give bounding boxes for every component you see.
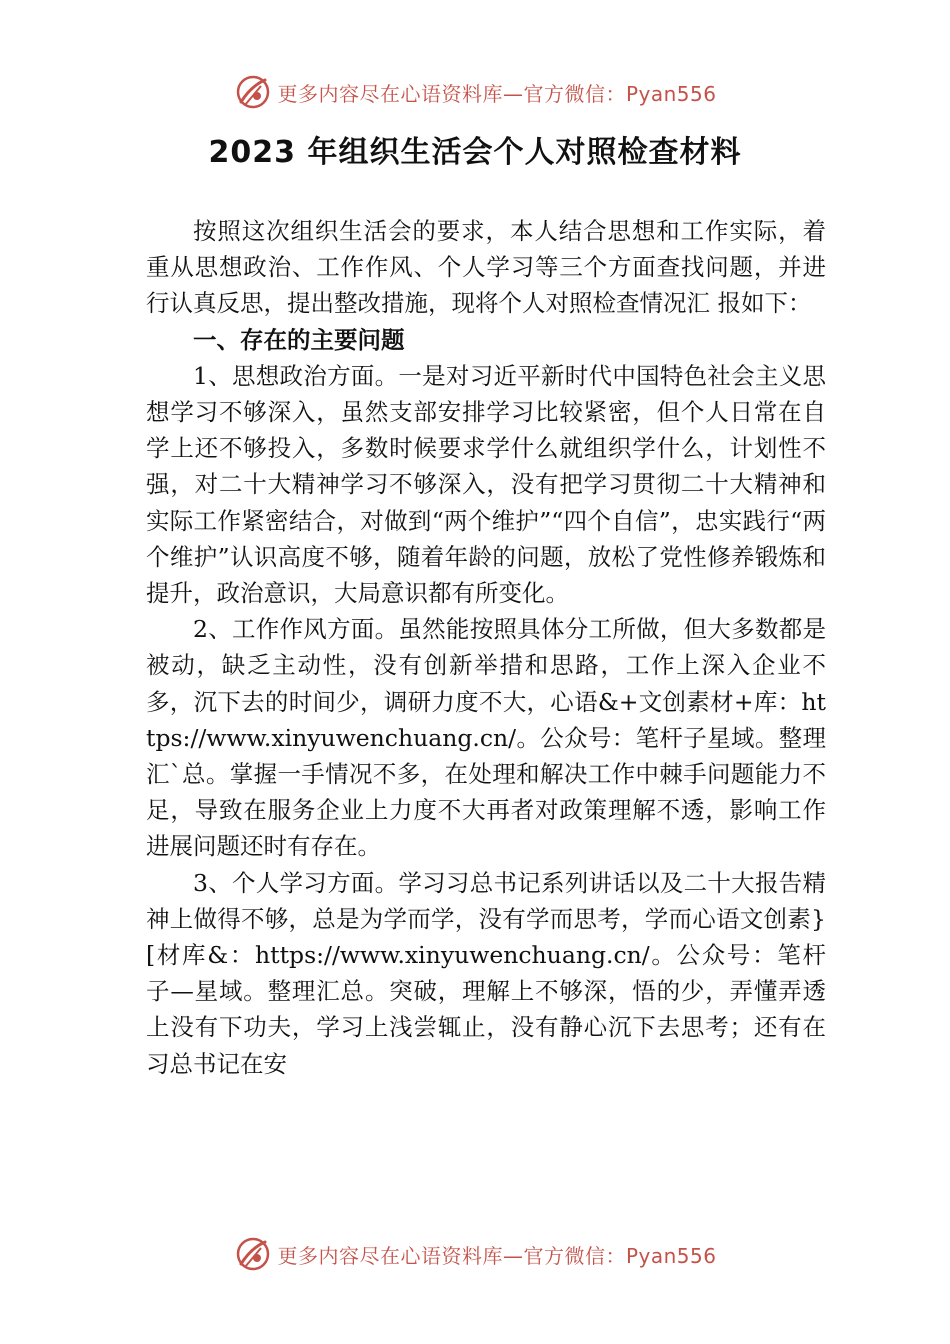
watermark-banner-top (0, 70, 950, 114)
paragraph-work-style: 2、工作作风方面。虽然能按照具体分工所做，但大多数都是被动，缺乏主动性，没有创新举措和思路，工作上深入企业不多，沉下去的时间少，调研力度不大，心语&+文创素材+库：https://www.xinyuwenchuang.cn/。公众号：笔杆子星域。整理汇`总。掌握一手情况不多，在处理和解决工作中棘手问题能力不足，导致在服务企业上力度不大再者对政策理解不透，影响工作进展问题还时有存在。 (146, 615, 826, 861)
paragraph-political: 1、思想政治方面。一是对习近平新时代中国特色社会主义思想学习不够深入，虽然支部安排学习比较紧密，但个人日常在自学上还不够投入，多数时候要求学什么就组织学什么，计划性不强，对二十大精神学习不够深入，没有把学习贯彻二十大精神和实际工作紧密结合，对做到“两个维护”“四个自信”，忠实践行“两个维护”认识高度不够，随着年龄的问题，放松了党性修养锻炼和提升，政治意识，大局意识都有所变化。 (146, 361, 826, 608)
brush-logo-icon (233, 72, 273, 112)
watermark-banner-bottom (0, 1232, 950, 1276)
section-heading: 一、存在的主要问题 (193, 325, 405, 354)
document-title: 2023 年组织生活会个人对照检查材料 (208, 135, 742, 170)
watermark-text: 更多内容尽在心语资料库—官方微信：Pyan556 (277, 1243, 717, 1268)
brush-logo-icon (233, 1234, 273, 1274)
document-body (146, 213, 826, 1082)
watermark-text: 更多内容尽在心语资料库—官方微信：Pyan556 (277, 81, 717, 106)
paragraph-study: 3、个人学习方面。学习习总书记系列讲话以及二十大报告精神上做得不够，总是为学而学，没有学而思考，学而心语文创素}[材库&：https://www.xinyuwenchuang.cn/。公众号：笔杆子—星域。整理汇总。突破，理解上不够深，悟的少，弄懂弄透上没有下功夫，学习上浅尝辄止，没有静心沉下去思考；还有在习总书记在安 (146, 868, 826, 1078)
intro-paragraph: 按照这次组织生活会的要求，本人结合思想和工作实际，着重从思想政治、工作作风、个人学习等三个方面查找问题，并进行认真反思，提出整改措施，现将个人对照检查情况汇 报如下： (146, 217, 826, 318)
